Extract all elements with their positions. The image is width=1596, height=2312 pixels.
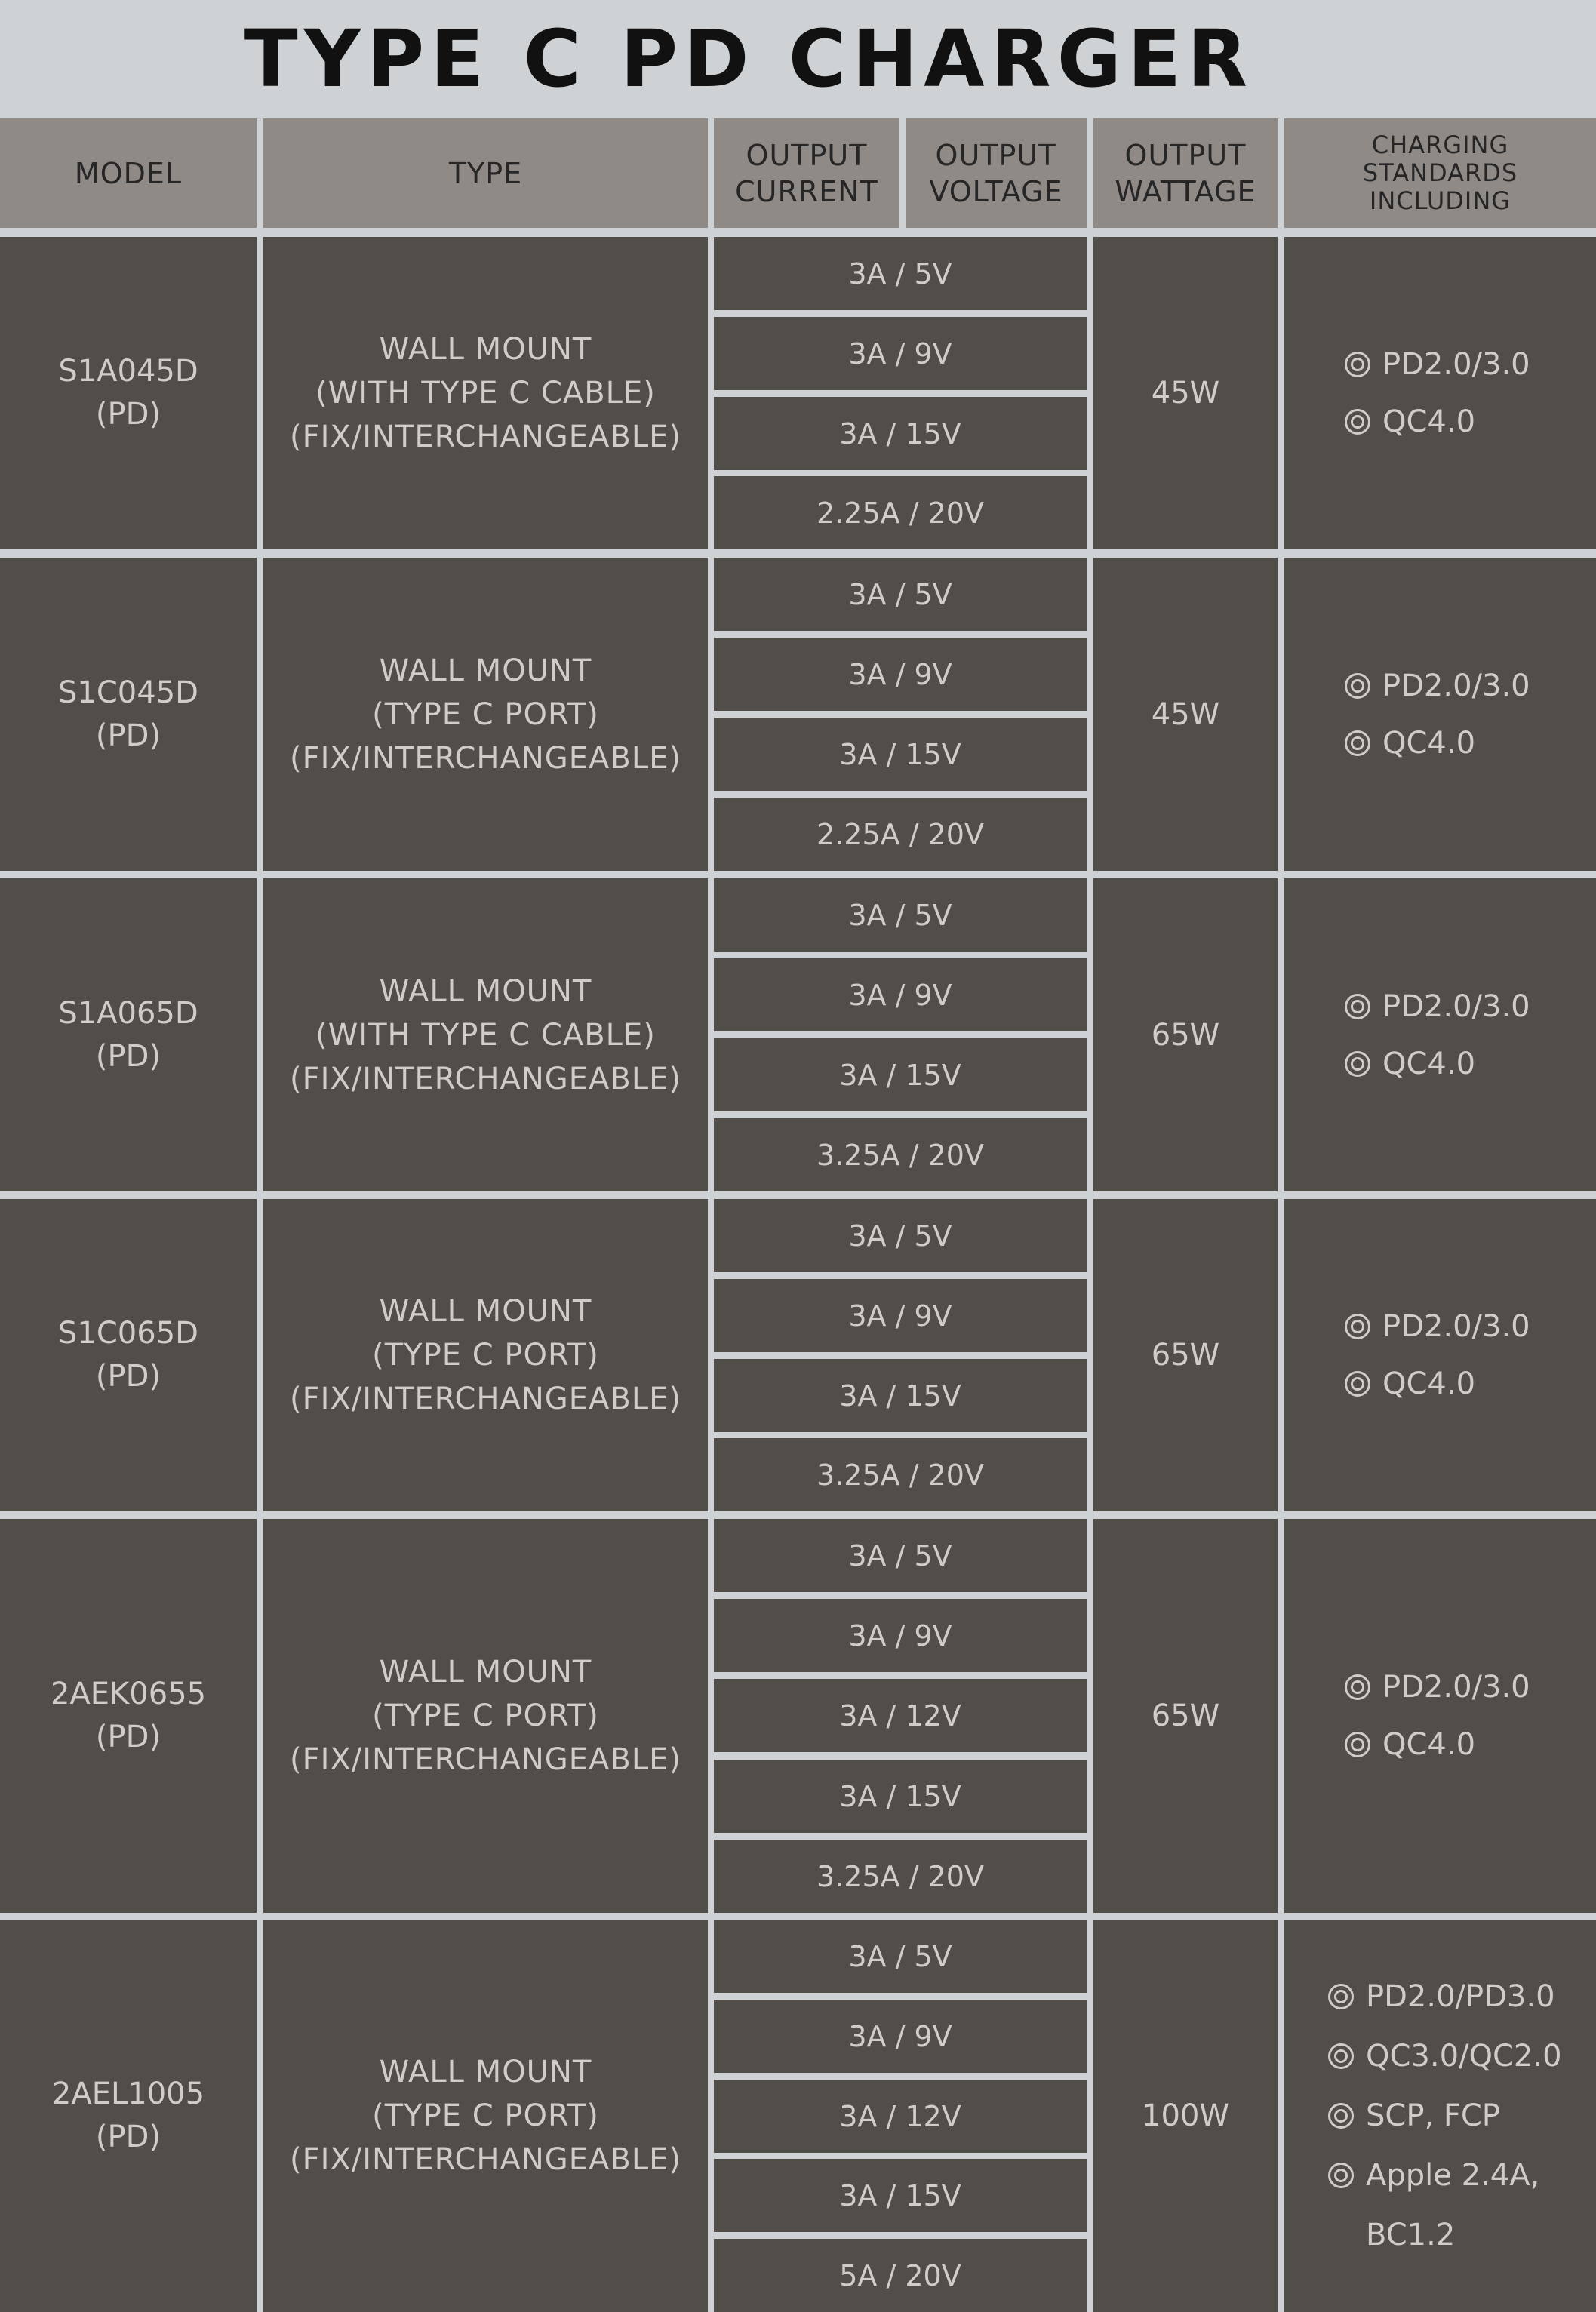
wattage-cell: 45W <box>1093 558 1278 871</box>
standard-item <box>1328 1967 1555 2027</box>
model-cell-line: S1A065D <box>58 995 198 1031</box>
wattage-cell: 45W <box>1093 237 1278 549</box>
double-circle-icon <box>1328 2163 1354 2188</box>
type-cell <box>263 1519 708 1913</box>
model-cell-line: (PD) <box>95 1359 161 1394</box>
standard-item <box>1345 1355 1475 1413</box>
standard-label: BC1.2 <box>1366 2218 1456 2252</box>
header-output-voltage-line: VOLTAGE <box>929 174 1063 208</box>
header-output-wattage-line: WATTAGE <box>1115 174 1256 208</box>
model-cell-line: (PD) <box>95 397 161 432</box>
double-circle-icon <box>1345 1674 1370 1700</box>
model-cell-line: (PD) <box>95 1720 161 1754</box>
header-output-wattage <box>1093 118 1278 228</box>
type-cell-line: (FIX/INTERCHANGEABLE) <box>289 1382 682 1416</box>
output-cell: 3A / 9V <box>714 638 1087 711</box>
header-output-current-line: OUTPUT <box>746 138 868 172</box>
output-cell: 3A / 12V <box>714 2080 1087 2153</box>
standards-cell <box>1284 878 1596 1191</box>
standard-label: Apple 2.4A, <box>1366 2158 1540 2193</box>
standard-item <box>1345 1716 1475 1773</box>
model-cell <box>0 1519 257 1913</box>
standard-label: PD2.0/3.0 <box>1382 1309 1530 1344</box>
standard-item <box>1345 1035 1475 1093</box>
model-cell <box>0 558 257 871</box>
header-charging-standards-line: CHARGING <box>1371 131 1509 159</box>
wattage-cell: 65W <box>1093 878 1278 1191</box>
model-cell <box>0 1920 257 2312</box>
type-cell-line: (FIX/INTERCHANGEABLE) <box>289 1742 682 1777</box>
double-circle-icon <box>1345 1732 1370 1757</box>
double-circle-icon <box>1345 673 1370 699</box>
model-cell <box>0 237 257 549</box>
standard-label: PD2.0/3.0 <box>1382 1670 1530 1705</box>
output-cell: 3A / 15V <box>714 1760 1087 1833</box>
header-charging-standards-line: STANDARDS <box>1362 158 1518 187</box>
type-cell-line: WALL MOUNT <box>379 332 592 367</box>
model-cell-line: S1A045D <box>58 354 198 389</box>
double-circle-icon <box>1345 409 1370 435</box>
standard-label: QC4.0 <box>1382 1367 1476 1401</box>
output-cell: 3A / 5V <box>714 1519 1087 1592</box>
standard-item <box>1328 2146 1539 2206</box>
standard-label: QC3.0/QC2.0 <box>1366 2039 1562 2074</box>
header-output-voltage <box>906 118 1087 228</box>
standard-label: PD2.0/3.0 <box>1382 988 1530 1024</box>
output-cell: 3A / 15V <box>714 2159 1087 2232</box>
output-cell: 3.25A / 20V <box>714 1840 1087 1913</box>
output-cell: 3A / 15V <box>714 718 1087 791</box>
type-cell-line: (WITH TYPE C CABLE) <box>315 1017 656 1053</box>
standard-item <box>1345 657 1530 715</box>
type-cell-line: WALL MOUNT <box>379 1655 592 1689</box>
type-cell-line: WALL MOUNT <box>379 1294 592 1329</box>
double-circle-icon <box>1345 352 1370 377</box>
output-cell: 3A / 12V <box>714 1679 1087 1752</box>
model-cell-line: 2AEK0655 <box>50 1677 207 1711</box>
output-cell: 3A / 15V <box>714 1359 1087 1432</box>
wattage-cell: 65W <box>1093 1199 1278 1511</box>
model-cell-line: (PD) <box>95 1038 161 1074</box>
double-circle-icon <box>1345 730 1370 756</box>
type-cell <box>263 237 708 549</box>
header-output-wattage-line: OUTPUT <box>1124 138 1247 172</box>
output-cell: 3A / 15V <box>714 397 1087 470</box>
output-cell: 3A / 15V <box>714 1038 1087 1111</box>
output-cell: 3A / 5V <box>714 558 1087 631</box>
type-cell-line: WALL MOUNT <box>379 653 592 688</box>
double-circle-icon <box>1345 1314 1370 1339</box>
model-cell-line: S1C065D <box>58 1316 198 1351</box>
type-cell-line: (FIX/INTERCHANGEABLE) <box>289 1061 682 1096</box>
output-cell: 3A / 5V <box>714 237 1087 310</box>
header-output-voltage-line: OUTPUT <box>935 138 1057 172</box>
type-cell-line: (WITH TYPE C CABLE) <box>315 376 656 410</box>
type-cell-line: (FIX/INTERCHANGEABLE) <box>289 740 682 776</box>
output-cell: 3A / 5V <box>714 878 1087 952</box>
model-cell-line: S1C045D <box>58 675 198 710</box>
header-output-current-line: CURRENT <box>735 174 878 208</box>
output-cell: 3A / 9V <box>714 2000 1087 2073</box>
type-cell-line: (TYPE C PORT) <box>372 2098 599 2133</box>
standard-label: PD2.0/PD3.0 <box>1366 1979 1555 2014</box>
model-cell-line: (PD) <box>95 718 161 753</box>
output-cell: 3A / 5V <box>714 1199 1087 1272</box>
standards-cell <box>1284 1519 1596 1913</box>
wattage-cell: 100W <box>1093 1920 1278 2312</box>
model-cell <box>0 878 257 1191</box>
standards-cell <box>1284 1199 1596 1511</box>
type-cell-line: (TYPE C PORT) <box>372 1338 599 1373</box>
standard-label: PD2.0/3.0 <box>1382 347 1530 382</box>
standard-item <box>1345 393 1475 450</box>
standard-item <box>1345 336 1530 393</box>
double-circle-icon <box>1345 994 1370 1019</box>
header-type: TYPE <box>263 118 708 228</box>
standard-label: QC4.0 <box>1382 1046 1476 1081</box>
type-cell <box>263 558 708 871</box>
type-cell-line: WALL MOUNT <box>379 973 592 1009</box>
standard-item <box>1345 715 1475 772</box>
standard-label: QC4.0 <box>1382 1727 1476 1762</box>
type-cell <box>263 1920 708 2312</box>
output-cell: 3A / 9V <box>714 958 1087 1031</box>
output-cell: 3A / 9V <box>714 1279 1087 1352</box>
model-cell <box>0 1199 257 1511</box>
standard-item <box>1345 1298 1530 1355</box>
output-cell: 3.25A / 20V <box>714 1438 1087 1511</box>
type-cell-line: WALL MOUNT <box>379 2055 592 2089</box>
type-cell <box>263 1199 708 1511</box>
standards-cell <box>1284 237 1596 549</box>
output-cell: 3A / 9V <box>714 1599 1087 1672</box>
standard-label: PD2.0/3.0 <box>1382 668 1530 703</box>
standard-label: QC4.0 <box>1382 404 1476 439</box>
header-charging-standards-line: INCLUDING <box>1369 186 1511 215</box>
double-circle-icon <box>1328 2043 1354 2069</box>
output-cell: 5A / 20V <box>714 2239 1087 2312</box>
type-cell <box>263 878 708 1191</box>
double-circle-icon <box>1345 1051 1370 1077</box>
double-circle-icon <box>1328 2103 1354 2129</box>
output-cell: 3A / 5V <box>714 1920 1087 1993</box>
standards-cell <box>1284 1920 1596 2312</box>
header-model: MODEL <box>0 118 257 228</box>
standards-cell <box>1284 558 1596 871</box>
standard-label: SCP, FCP <box>1366 2098 1500 2133</box>
wattage-cell: 65W <box>1093 1519 1278 1913</box>
output-cell: 2.25A / 20V <box>714 476 1087 549</box>
type-cell-line: (TYPE C PORT) <box>372 696 599 732</box>
output-cell: 2.25A / 20V <box>714 798 1087 871</box>
standard-item <box>1345 1659 1530 1716</box>
model-cell-line: 2AEL1005 <box>51 2077 205 2111</box>
type-cell-line: (TYPE C PORT) <box>372 1699 599 1733</box>
header-charging-standards <box>1284 118 1596 228</box>
standard-item <box>1345 978 1530 1035</box>
standard-item <box>1328 2027 1562 2086</box>
double-circle-icon <box>1328 1984 1354 2009</box>
output-cell: 3.25A / 20V <box>714 1118 1087 1191</box>
output-cell: 3A / 9V <box>714 317 1087 390</box>
model-cell-line: (PD) <box>95 2120 161 2154</box>
type-cell-line: (FIX/INTERCHANGEABLE) <box>289 2142 682 2177</box>
standard-item-continued <box>1328 2206 1455 2265</box>
header-output-current <box>714 118 899 228</box>
standard-item <box>1328 2086 1500 2146</box>
type-cell-line: (FIX/INTERCHANGEABLE) <box>289 420 682 454</box>
standard-label: QC4.0 <box>1382 725 1476 761</box>
double-circle-icon <box>1345 1371 1370 1397</box>
page-title: TYPE C PD CHARGER <box>244 13 1254 105</box>
